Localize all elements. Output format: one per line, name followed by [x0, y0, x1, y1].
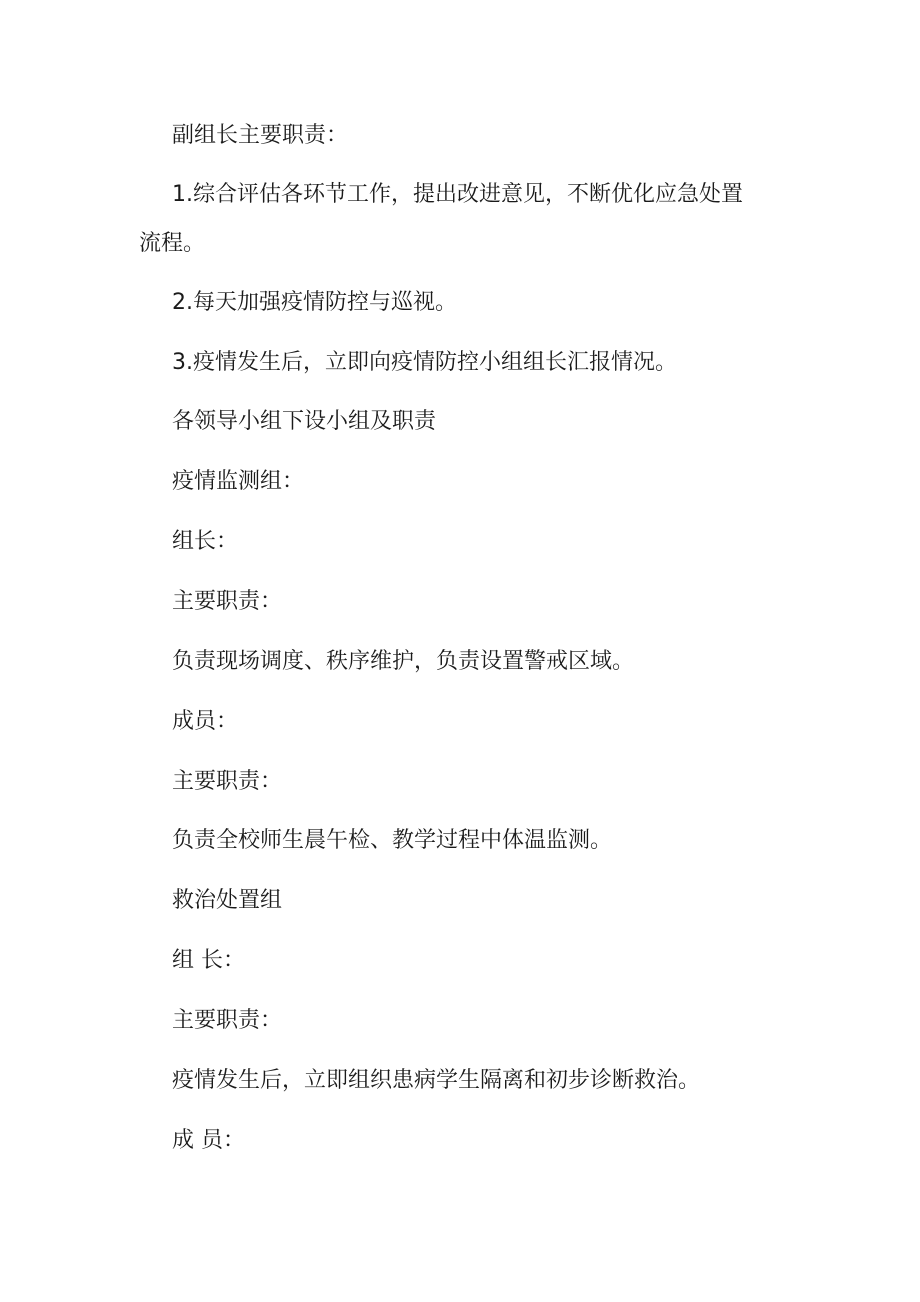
text-line: 主要职责：: [172, 589, 283, 614]
text-line: 组 长：: [172, 948, 245, 973]
text-line: 1.综合评估各环节工作，提出改进意见，不断优化应急处置: [172, 182, 743, 207]
text-line: 3.疫情发生后，立即向疫情防控小组组长汇报情况。: [172, 350, 677, 375]
text-line: 负责全校师生晨午检、教学过程中体温监测。: [172, 828, 613, 853]
group-heading: 救治处置组: [172, 888, 283, 913]
text-line: 流程。: [139, 231, 206, 256]
text-line: 成员：: [172, 709, 239, 734]
text-line: 主要职责：: [172, 769, 283, 794]
group-heading: 疫情监测组：: [172, 469, 305, 494]
text-line: 负责现场调度、秩序维护，负责设置警戒区域。: [172, 649, 635, 674]
text-line: 成 员：: [172, 1128, 245, 1153]
section-heading: 各领导小组下设小组及职责: [172, 409, 437, 434]
text-line: 2.每天加强疫情防控与巡视。: [172, 290, 457, 315]
text-line: 疫情发生后，立即组织患病学生隔离和初步诊断救治。: [172, 1068, 701, 1093]
text-line: 组长：: [172, 529, 239, 554]
text-line: 主要职责：: [172, 1008, 283, 1033]
text-line: 副组长主要职责：: [172, 123, 349, 148]
